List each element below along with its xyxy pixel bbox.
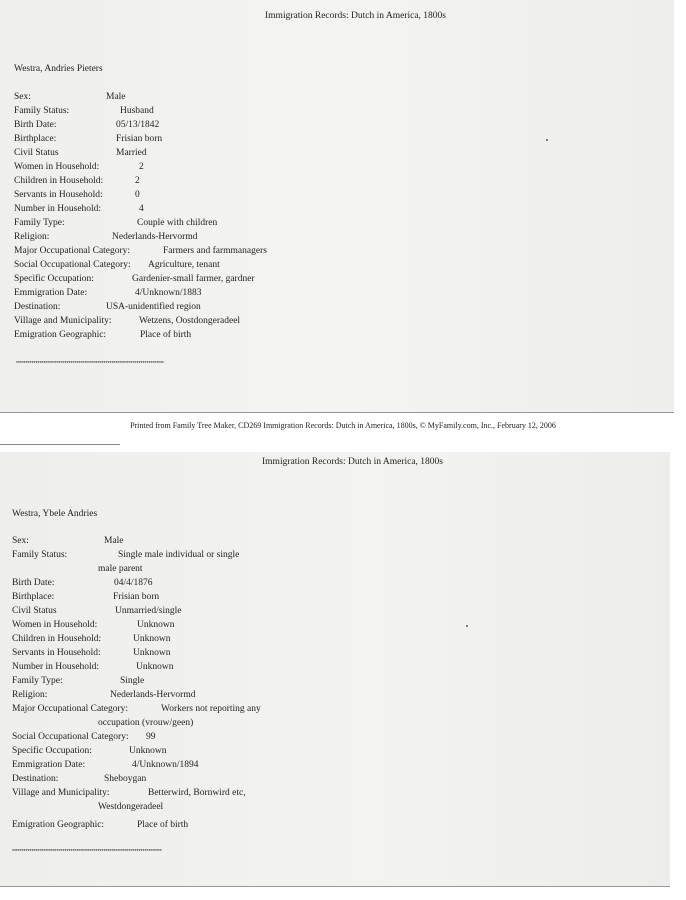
field-label: Birth Date: [14, 120, 57, 130]
field-value: Frisian born [116, 134, 163, 144]
field-value: Gardenier-small farmer, gardner [132, 274, 255, 284]
field-label: Birth Date: [12, 578, 55, 588]
field-label: Specific Occupation: [12, 746, 92, 756]
field-value: Place of birth [137, 820, 189, 830]
field-label: Religion: [12, 690, 48, 700]
field-value: Couple with children [137, 218, 218, 228]
field-value: Betterwird, Bornwird etc, [148, 788, 246, 798]
field-value: Nederlands-Hervormd [112, 232, 198, 242]
field-label: Birthplace: [14, 134, 57, 144]
field-value: Unknown [129, 746, 167, 756]
scan-speck [546, 139, 548, 141]
field-value: Unknown [133, 634, 171, 644]
field-label: Servants in Household: [12, 648, 101, 658]
field-value: Single [120, 676, 145, 686]
field-label: Social Occupational Category: [12, 732, 129, 742]
field-label: Number in Household: [14, 204, 102, 214]
page-header: Immigration Records: Dutch in America, 1800s [265, 11, 446, 21]
field-label: Servants in Household: [14, 190, 103, 200]
field-label: Children in Household: [12, 634, 102, 644]
field-label: Emmigration Date: [14, 288, 88, 298]
field-label: Village and Municipality: [12, 788, 110, 798]
field-value: Frisian born [113, 592, 160, 602]
field-label: Village and Municipality: [14, 316, 112, 326]
field-value: Nederlands-Hervormd [110, 690, 196, 700]
field-value: Husband [120, 106, 154, 116]
field-label: Birthplace: [12, 592, 55, 602]
print-footer: Printed from Family Tree Maker, CD269 Immigration Records: Dutch in America, 1800s, © MyFamily.com, Inc., February 12, 2006 [130, 421, 556, 430]
field-value: Unknown [133, 648, 171, 658]
field-label: Major Occupational Category: [14, 246, 131, 256]
field-value: Unmarried/single [115, 606, 182, 616]
field-value: Unknown [137, 620, 175, 630]
field-label: Sex: [14, 92, 31, 102]
field-label: Number in Household: [12, 662, 100, 672]
record-separator: ***************************************************************************** [12, 849, 162, 855]
field-value: Farmers and farmmanagers [163, 246, 267, 256]
field-value: 04/4/1876 [114, 578, 153, 588]
person-name: Westra, Ybele Andries [12, 509, 98, 519]
page-edge-line [0, 444, 120, 445]
field-label: Specific Occupation: [14, 274, 94, 284]
field-value: Wetzens, Oostdongeradeel [139, 316, 241, 326]
field-label: Emigration Geographic: [14, 330, 107, 340]
field-value: USA-unidentified region [106, 302, 201, 312]
field-value: occupation (vrouw/geen) [98, 718, 194, 728]
field-label: Emigration Geographic: [12, 820, 105, 830]
field-label: Emmigration Date: [12, 760, 86, 770]
field-label: Family Status: [14, 106, 70, 116]
field-label: Children in Household: [14, 176, 104, 186]
field-label: Destination: [12, 774, 59, 784]
field-value: Workers not reporting any [161, 704, 261, 714]
field-value: Male [104, 536, 124, 546]
field-value: 2 [135, 176, 140, 186]
field-value: Unknown [136, 662, 174, 672]
field-label: Family Type: [12, 676, 63, 686]
page-header: Immigration Records: Dutch in America, 1800s [262, 457, 443, 467]
person-name: Westra, Andries Pieters [14, 64, 103, 74]
field-value: 0 [135, 190, 140, 200]
field-label: Destination: [14, 302, 61, 312]
field-value: 4/Unknown/1894 [132, 760, 199, 770]
record-separator: **************************************************************************** [16, 361, 164, 367]
record-page-bottom [0, 452, 670, 887]
field-value: Agriculture, tenant [148, 260, 220, 270]
field-label: Social Occupational Category: [14, 260, 131, 270]
field-label: Women in Household: [12, 620, 98, 630]
field-value: male parent [98, 564, 143, 574]
field-value: Sheboygan [104, 774, 147, 784]
field-label: Religion: [14, 232, 50, 242]
field-value: 4/Unknown/1883 [135, 288, 202, 298]
field-value: 99 [146, 732, 156, 742]
field-value: Place of birth [140, 330, 192, 340]
field-value: Male [106, 92, 126, 102]
field-value: Single male individual or single [118, 550, 240, 560]
field-label: Civil Status [14, 148, 59, 158]
field-value: 2 [139, 162, 144, 172]
scan-speck [466, 625, 468, 627]
field-value: Westdongeradeel [98, 802, 164, 812]
field-label: Family Type: [14, 218, 65, 228]
field-label: Civil Status [12, 606, 57, 616]
field-value: 4 [139, 204, 144, 214]
field-label: Major Occupational Category: [12, 704, 129, 714]
field-value: 05/13/1842 [116, 120, 160, 130]
field-value: Married [116, 148, 147, 158]
field-label: Women in Household: [14, 162, 100, 172]
field-label: Family Status: [12, 550, 68, 560]
field-label: Sex: [12, 536, 29, 546]
record-page-top [0, 0, 674, 413]
